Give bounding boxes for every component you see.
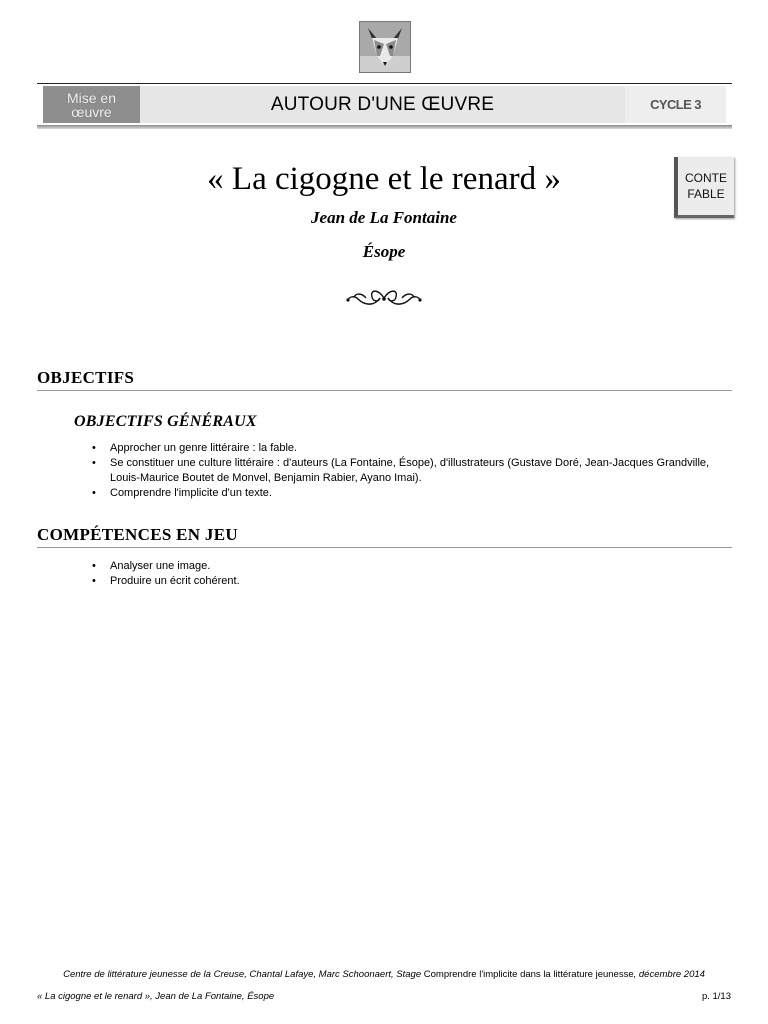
list-item: • Se constituer une culture littéraire : d'auteurs (La Fontaine, Ésope), d'illustrateurs (Gustave Doré, Jean-Jacques Grandville, Louis-Maurice Boutet de Monvel, Benjamin Rabier, Ayano Imai). xyxy=(92,456,732,486)
genre-tag-line1: CONTE xyxy=(685,171,727,185)
section-heading-objectifs: OBJECTIFS xyxy=(37,368,732,391)
footer-page-number: p. 1/13 xyxy=(701,991,731,1002)
header-bar xyxy=(37,83,732,126)
footer-document-title: « La cigogne et le renard », Jean de La Fontaine, Ésope xyxy=(37,991,275,1002)
subheading-objectifs-generaux: OBJECTIFS GÉNÉRAUX xyxy=(74,413,257,430)
header-cycle: CYCLE 3 xyxy=(625,86,726,123)
list-item: • Produire un écrit cohérent. xyxy=(92,574,732,589)
author-name: Jean de La Fontaine xyxy=(311,208,457,227)
header-title: AUTOUR D'UNE ŒUVRE xyxy=(140,86,625,123)
section-heading-competences: COMPÉTENCES EN JEU xyxy=(37,525,732,548)
footer-credits-part1: Centre de littérature jeunesse de la Creuse, Chantal Lafaye, Marc Schoonaert, Stage xyxy=(63,969,424,980)
header-shadow xyxy=(37,125,732,129)
genre-tag xyxy=(674,157,734,218)
footer-credits-stage: Comprendre l'implicite dans la littérature jeunesse xyxy=(423,969,634,980)
header-left-line1: Mise en xyxy=(66,89,117,106)
fox-logo-icon xyxy=(359,21,411,73)
genre-tag-line2: FABLE xyxy=(687,187,725,201)
header-left-line2: œuvre xyxy=(71,103,112,120)
list-item: • Comprendre l'implicite d'un texte. xyxy=(92,486,732,501)
list-item: • Analyser une image. xyxy=(92,559,732,574)
footer-credits xyxy=(0,969,768,980)
flourish-ornament-icon xyxy=(344,285,424,311)
footer-credits-part3: , décembre 2014 xyxy=(633,969,705,980)
page-title: « La cigogne et le renard » xyxy=(207,161,561,197)
author-name-2: Ésope xyxy=(362,242,406,261)
objectifs-list xyxy=(92,441,732,501)
header-mise-en-oeuvre xyxy=(43,86,140,123)
list-item: • Approcher un genre littéraire : la fable. xyxy=(92,441,732,456)
competences-list xyxy=(92,559,732,589)
